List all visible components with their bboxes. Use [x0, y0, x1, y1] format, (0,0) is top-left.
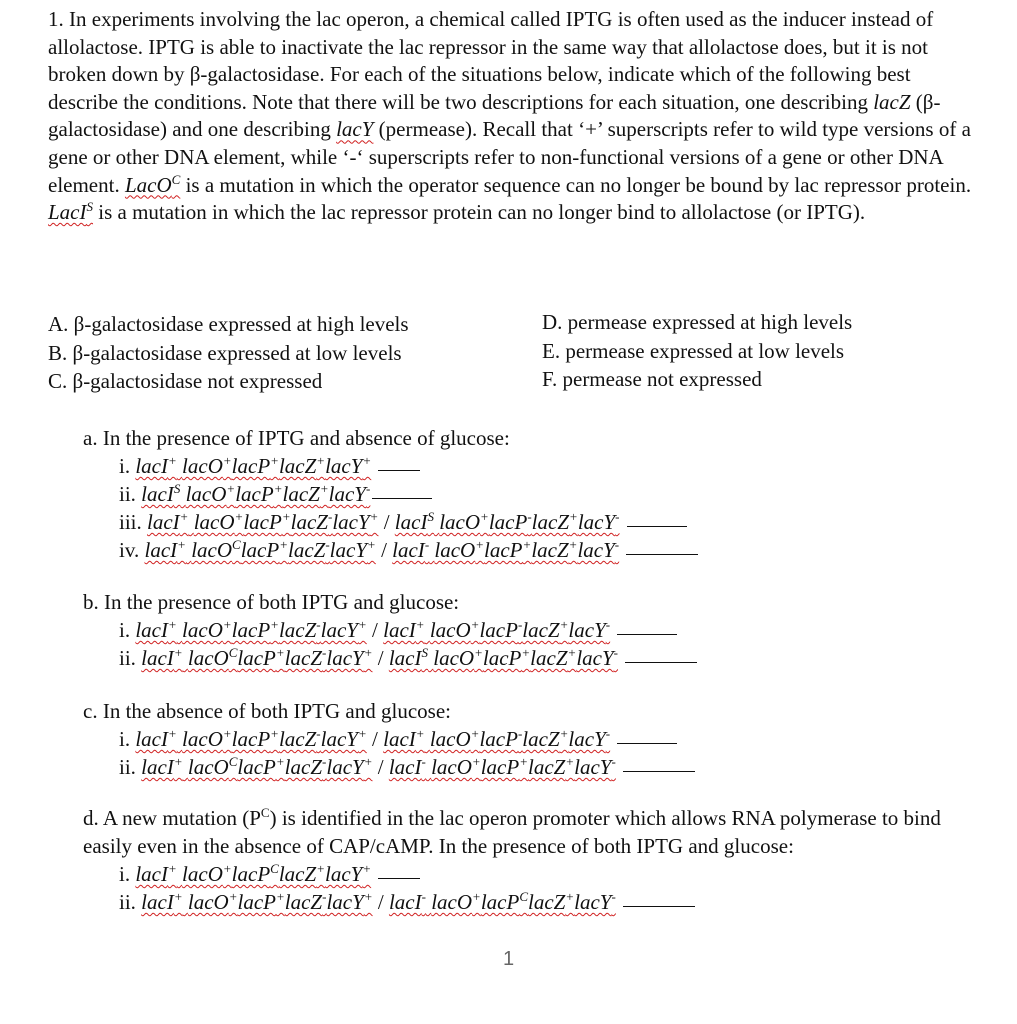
part-a — [83, 424, 698, 564]
answer-blank[interactable] — [623, 905, 695, 907]
options-right — [542, 308, 852, 394]
option-d: D. permease expressed at high levels — [542, 310, 853, 334]
answer-blank[interactable] — [625, 661, 697, 663]
part-d-title: d. A new mutation $(P^C)$ is identified in the lac operon promoter which allows RNA polymerase to bind easily even in the absence of CAP/cAMP. In the presence of both IPTG and glucose: — [83, 804, 941, 858]
part-c-item-i: i. lacI+ lacO+lacP+lacZ-lacY+ / lacI+ lacO+lacP-lacZ+lacY- — [83, 725, 695, 753]
option-c: C. β-galactosidase not expressed — [48, 369, 323, 393]
part-d-item-i: i. lacI+ lacO+lacP$^C$lacZ+lacY+ — [83, 860, 963, 888]
answer-blank[interactable] — [378, 469, 420, 471]
answer-blank[interactable] — [626, 553, 698, 555]
part-c — [83, 697, 695, 781]
page-number: 1 — [502, 948, 515, 970]
question-number: 1. — [48, 7, 64, 31]
answer-blank[interactable] — [617, 633, 677, 635]
part-a-item-iv: iv. lacI+ lacO$^C$lacP+lacZ-lacY+ / lacI- lacO+lacP+lacZ+lacY- — [83, 536, 698, 564]
part-b — [83, 588, 697, 672]
option-f: F. permease not expressed — [542, 367, 762, 391]
gene-lacy: lacY — [336, 117, 374, 142]
answer-blank[interactable] — [372, 497, 432, 499]
part-a-item-ii: ii. lacI$^S$ lacO+lacP+lacZ+lacY- — [83, 480, 698, 508]
options-left — [48, 310, 409, 396]
answer-blank[interactable] — [617, 742, 677, 744]
term-laco-c: LacO$^C$ — [124, 171, 181, 197]
part-b-title: b. In the presence of both IPTG and glucose: — [83, 590, 460, 614]
answer-blank[interactable] — [627, 525, 687, 527]
part-a-title: a. In the presence of IPTG and absence of glucose: — [83, 426, 510, 450]
term-laci-s: LacI$^S$ — [48, 199, 94, 225]
part-a-item-i: i. lacI+ lacO+lacP+lacZ+lacY+ — [83, 452, 698, 480]
gene-lacz: lacZ — [873, 89, 911, 114]
option-a: A. β-galactosidase expressed at high levels — [48, 312, 409, 336]
question-text: 1. In experiments involving the lac operon, a chemical called IPTG is often used as the inducer instead of allolactose. IPTG is able to inactivate the lac repressor in the same way that allolactose does, but it is not broken down by β-galactosidase. For each of the situations below, indicate which of the following best describe the conditions. Note that there will be two descriptions for each situation, one describing lacZ (β-galactosidase) and one describing lacY (permease). Recall that ‘+’ superscripts refer to wild type versions of a gene or other DNA element, while ‘-‘ superscripts refer to non-functional versions of a gene or other DNA element. LacO$^C$ is a mutation in which the operator sequence can no longer be bound by lac repressor protein. LacI$^S$ is a mutation in which the lac repressor protein can no longer bind to allolactose (or IPTG). — [48, 7, 972, 225]
part-b-item-i: i. lacI+ lacO+lacP+lacZ-lacY+ / lacI+ lacO+lacP-lacZ+lacY- — [83, 616, 697, 644]
part-c-item-ii: ii. lacI+ lacO$^C$lacP+lacZ-lacY+ / lacI- lacO+lacP+lacZ+lacY- — [83, 753, 695, 781]
option-b: B. β-galactosidase expressed at low levels — [48, 340, 402, 365]
part-c-title: c. In the absence of both IPTG and glucose: — [83, 699, 451, 723]
answer-blank[interactable] — [623, 770, 695, 772]
part-d — [83, 804, 963, 916]
part-a-item-iii: iii. lacI+ lacO+lacP+lacZ-lacY+ / lacI$^S$ lacO+lacP-lacZ+lacY- — [83, 508, 698, 536]
answer-blank[interactable] — [378, 877, 420, 879]
part-b-item-ii: ii. lacI+ lacO$^C$lacP+lacZ-lacY+ / lacI$^S$ lacO+lacP+lacZ+lacY- — [83, 644, 697, 672]
option-e: E. permease expressed at low levels — [542, 338, 845, 363]
part-d-item-ii: ii. lacI+ lacO+lacP+lacZ-lacY+ / lacI- lacO+lacP$^C$lacZ+lacY- — [83, 888, 963, 916]
question-intro — [48, 6, 978, 227]
